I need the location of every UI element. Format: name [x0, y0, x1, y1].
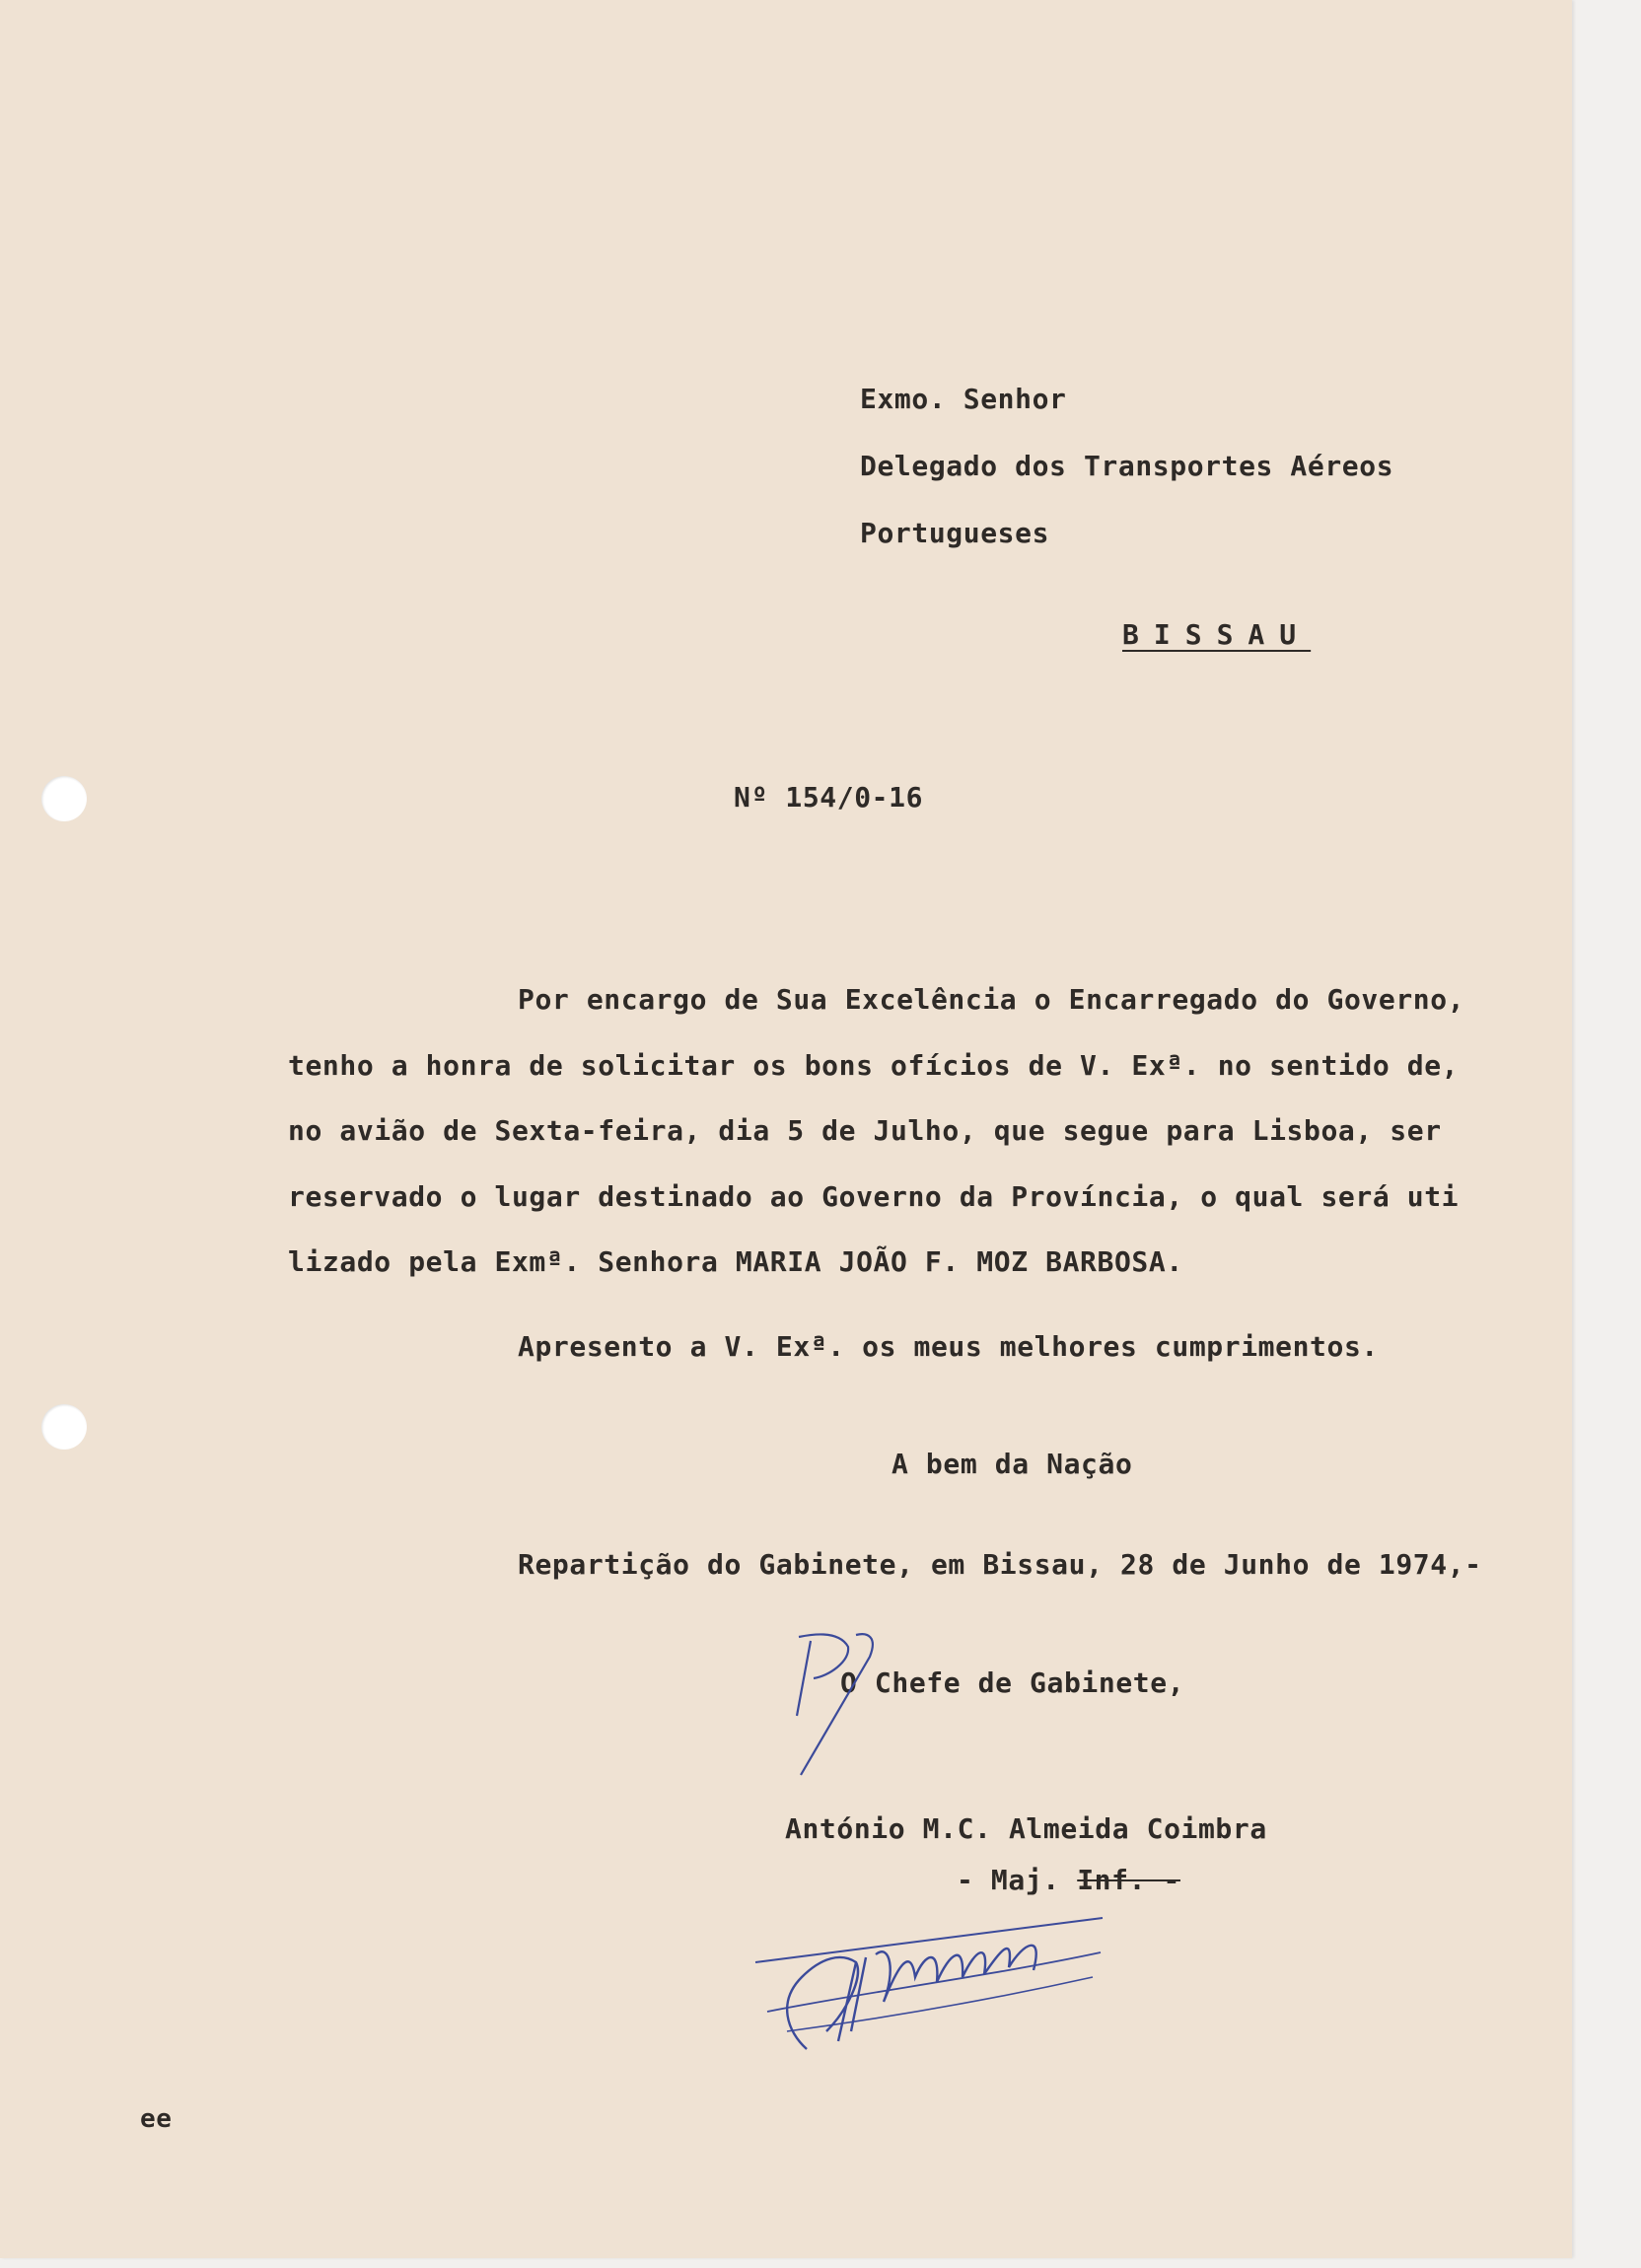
handwritten-initials-mark — [779, 1617, 888, 1795]
addressee-city: BISSAU — [1122, 618, 1312, 651]
body-line-3: no avião de Sexta-feira, dia 5 de Julho, que segue para Lisboa, ser — [288, 1114, 1442, 1147]
handwritten-signature — [748, 1883, 1112, 2071]
punch-hole-top — [41, 776, 87, 821]
place-date: Repartição do Gabinete, em Bissau, 28 de Junho de 1974,- — [518, 1548, 1482, 1581]
motto: A bem da Nação — [892, 1448, 1133, 1480]
signatory-title: O Chefe de Gabinete, — [840, 1666, 1185, 1699]
body-line-2: tenho a honra de solicitar os bons ofícios de V. Exª. no sentido de, — [288, 1049, 1460, 1082]
punch-hole-bottom — [41, 1404, 87, 1450]
rank-struck: Inf. - — [1077, 1864, 1180, 1896]
body-line-4: reservado o lugar destinado ao Governo da Província, o qual será uti — [288, 1180, 1460, 1213]
addressee-line-1: Delegado dos Transportes Aéreos — [860, 450, 1394, 482]
body-line-1: Por encargo de Sua Excelência o Encarregado do Governo, — [518, 983, 1465, 1016]
typist-initials: ee — [140, 2104, 173, 2134]
signatory-name: António M.C. Almeida Coimbra — [785, 1812, 1267, 1845]
body-line-5: lizado pela Exmª. Senhora MARIA JOÃO F. MOZ BARBOSA. — [288, 1245, 1183, 1278]
rank-prefix: - Maj. — [957, 1864, 1060, 1896]
addressee-salutation: Exmo. Senhor — [860, 383, 1067, 415]
reference-number: Nº 154/0-16 — [734, 781, 924, 814]
addressee-line-2: Portugueses — [860, 517, 1050, 549]
closing-line: Apresento a V. Exª. os meus melhores cumprimentos. — [518, 1330, 1379, 1363]
